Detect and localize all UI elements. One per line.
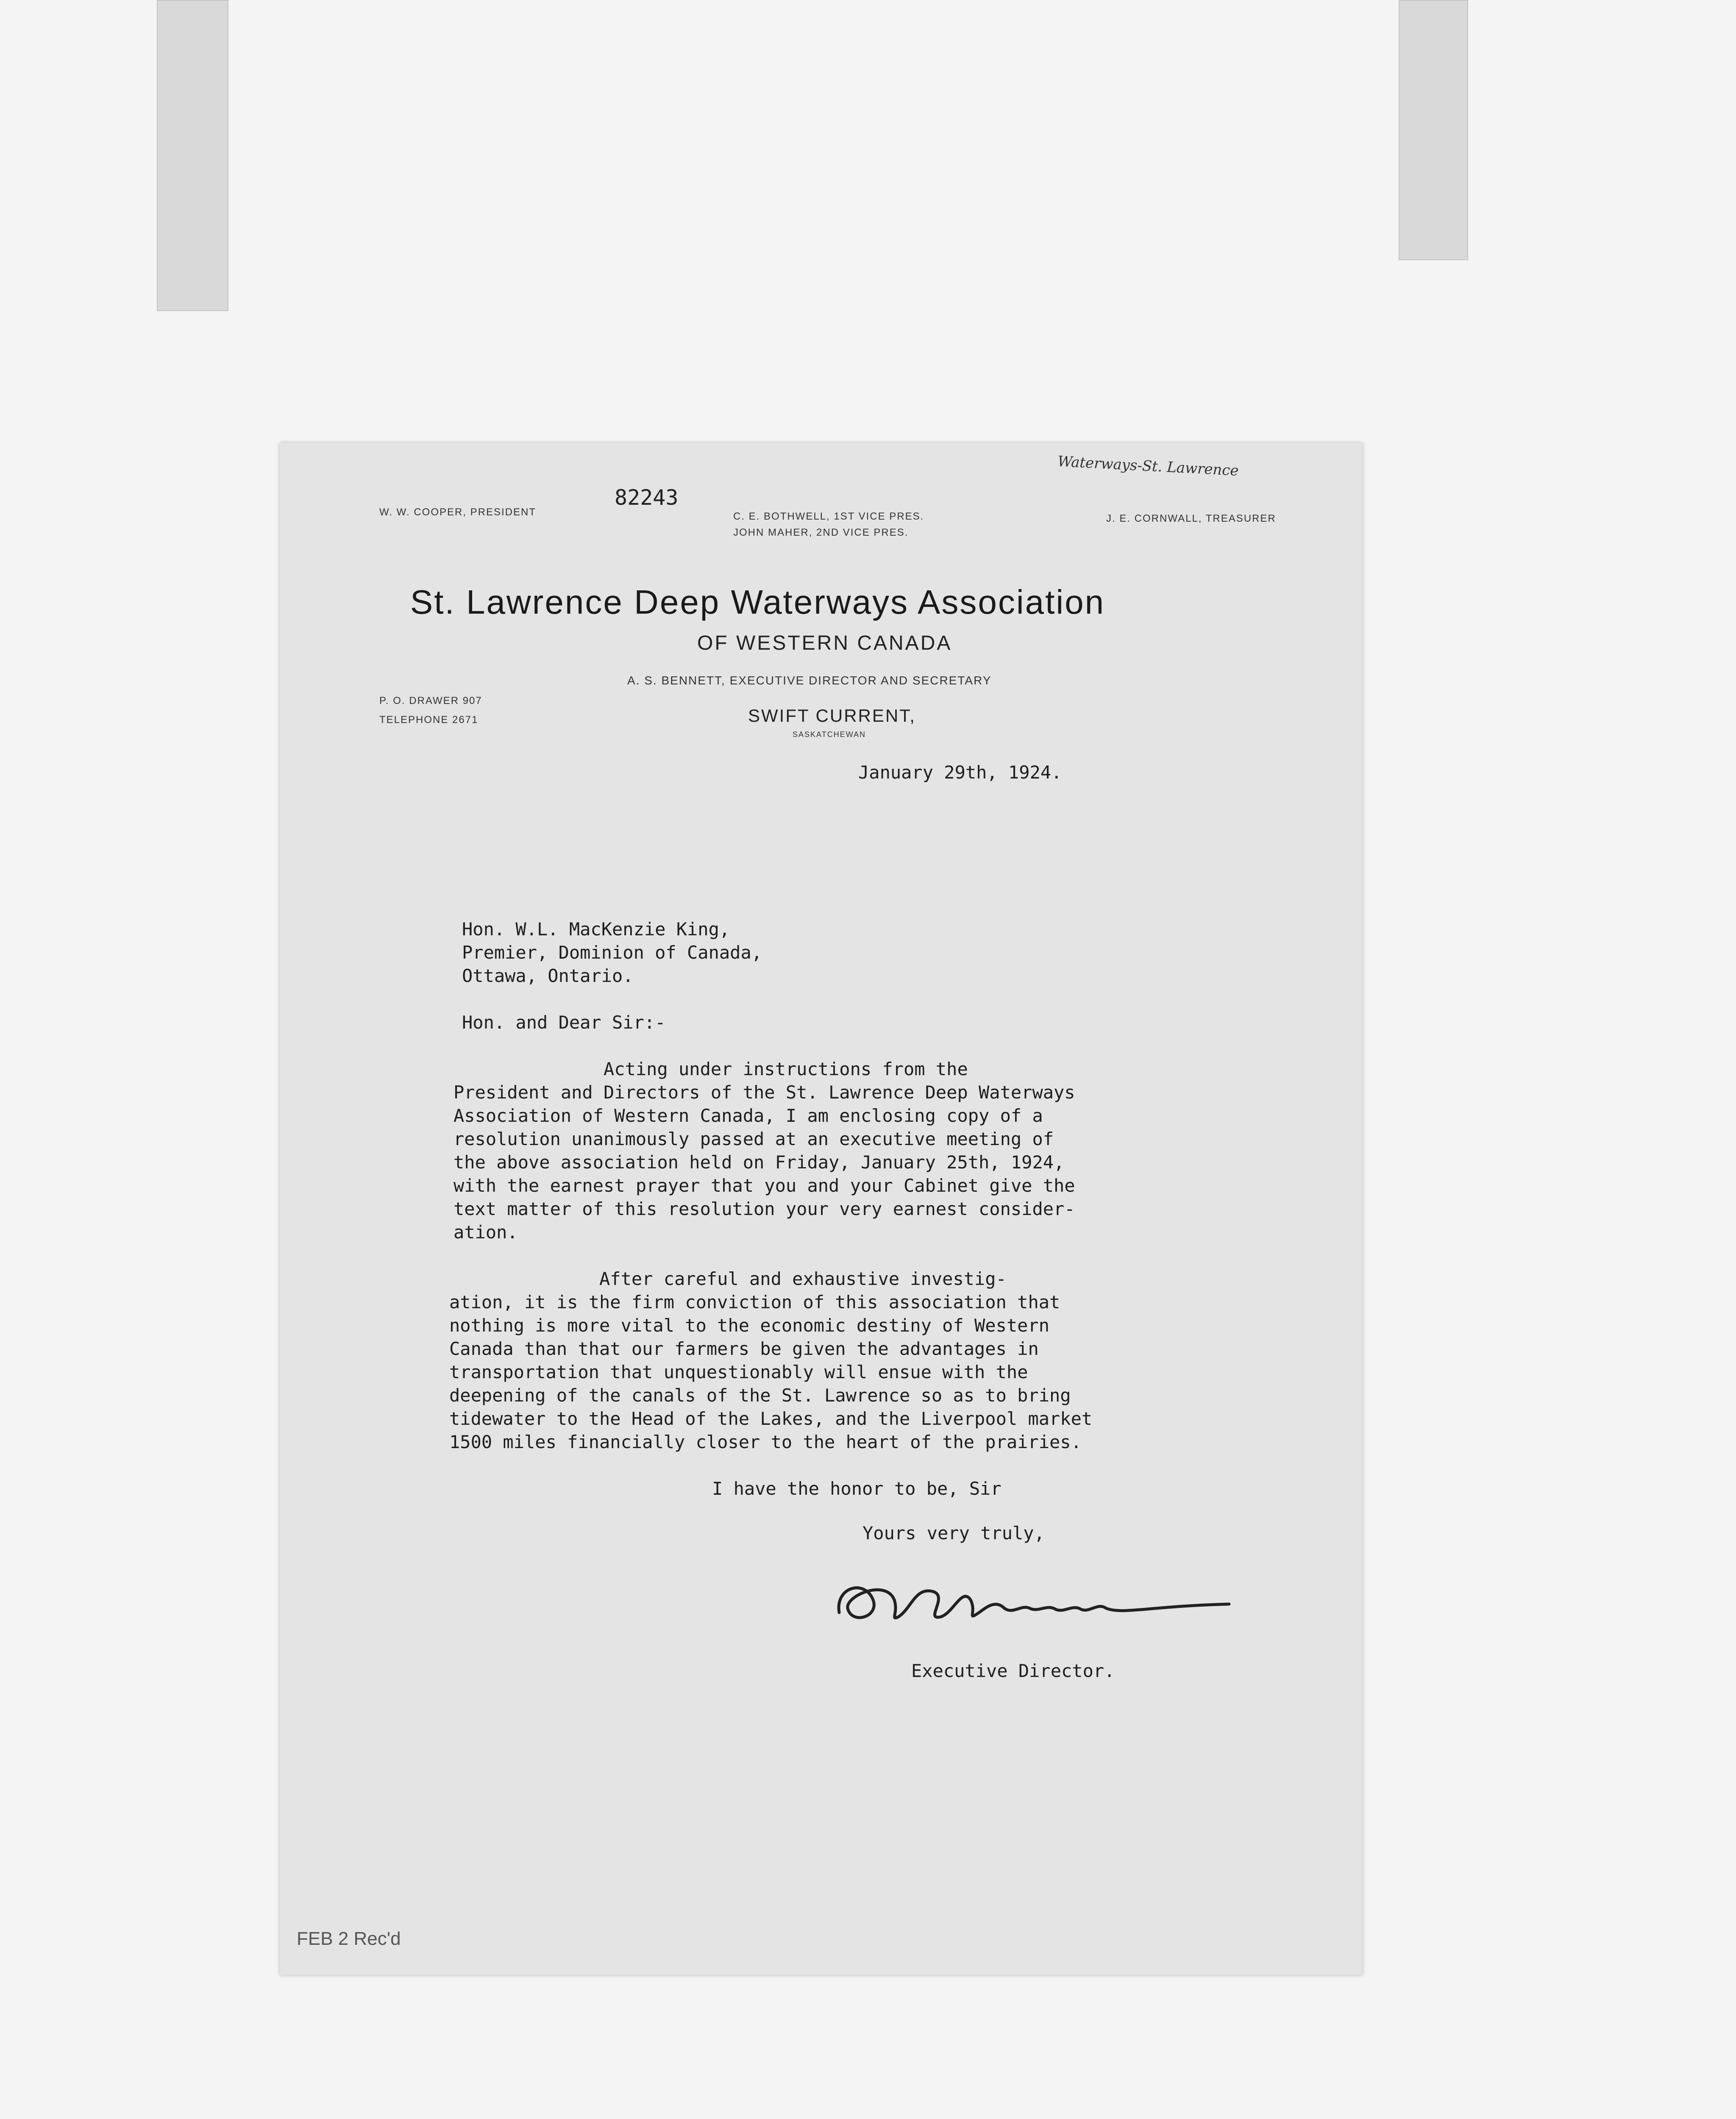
yours-truly: Yours very truly, xyxy=(862,1523,1045,1543)
president-name: W. W. COOPER, PRESIDENT xyxy=(379,506,537,518)
recipient-line-2: Premier, Dominion of Canada, xyxy=(462,942,762,963)
document-number: 82243 xyxy=(615,485,679,510)
vice-president-2: JOHN MAHER, 2ND VICE PRES. xyxy=(733,527,909,538)
association-title: St. Lawrence Deep Waterways Association xyxy=(410,583,1105,621)
vice-president-1: C. E. BOTHWELL, 1ST VICE PRES. xyxy=(733,511,924,522)
handwritten-annotation: Waterways-St. Lawrence xyxy=(1057,453,1239,480)
city: SWIFT CURRENT, xyxy=(748,706,916,726)
mounting-tape-top-right xyxy=(1399,0,1468,260)
treasurer-name: J. E. CORNWALL, TREASURER xyxy=(1106,513,1276,524)
executive-director-line: A. S. BENNETT, EXECUTIVE DIRECTOR AND SECRETARY xyxy=(627,674,992,687)
signer-title: Executive Director. xyxy=(911,1660,1115,1681)
closing-line: I have the honor to be, Sir xyxy=(712,1478,1002,1499)
signature xyxy=(826,1562,1250,1648)
letter-page xyxy=(280,443,1363,1975)
letter-date: January 29th, 1924. xyxy=(858,762,1062,783)
po-drawer: P. O. DRAWER 907 xyxy=(379,695,482,706)
body-paragraph-2: After careful and exhaustive investig- ation, it is the firm conviction of this association that nothing is more vital to the economic destiny of Western Canada than that our farmers be given the advantages in transportation that unquestionably will ensue with the deepening of the canals of the St. Lawrence so as to bring tidewater to the Head of the Lakes, and the Liverpool market 1500 miles financially closer to the heart of the prairies. xyxy=(449,1268,1093,1452)
received-stamp: FEB 2 Rec'd xyxy=(297,1928,401,1949)
mounting-tape-top-left xyxy=(157,0,228,311)
province: SASKATCHEWAN xyxy=(793,730,866,739)
recipient-line-1: Hon. W.L. MacKenzie King, xyxy=(462,919,730,940)
association-subtitle: OF WESTERN CANADA xyxy=(697,632,952,654)
salutation: Hon. and Dear Sir:- xyxy=(462,1012,666,1033)
telephone: TELEPHONE 2671 xyxy=(379,714,479,726)
signature-graphic xyxy=(826,1562,1250,1646)
recipient-line-3: Ottawa, Ontario. xyxy=(462,965,634,986)
body-paragraph-1: Acting under instructions from the President and Directors of the St. Lawrence Deep Waterways Association of Western Canada, I am enclosing copy of a resolution unanimously passed at an executive meeting of the above association held on Friday, January 25th, 1924, with the earnest prayer that you and your Cabinet give the text matter of this resolution your very earnest consider- ation. xyxy=(453,1059,1075,1243)
